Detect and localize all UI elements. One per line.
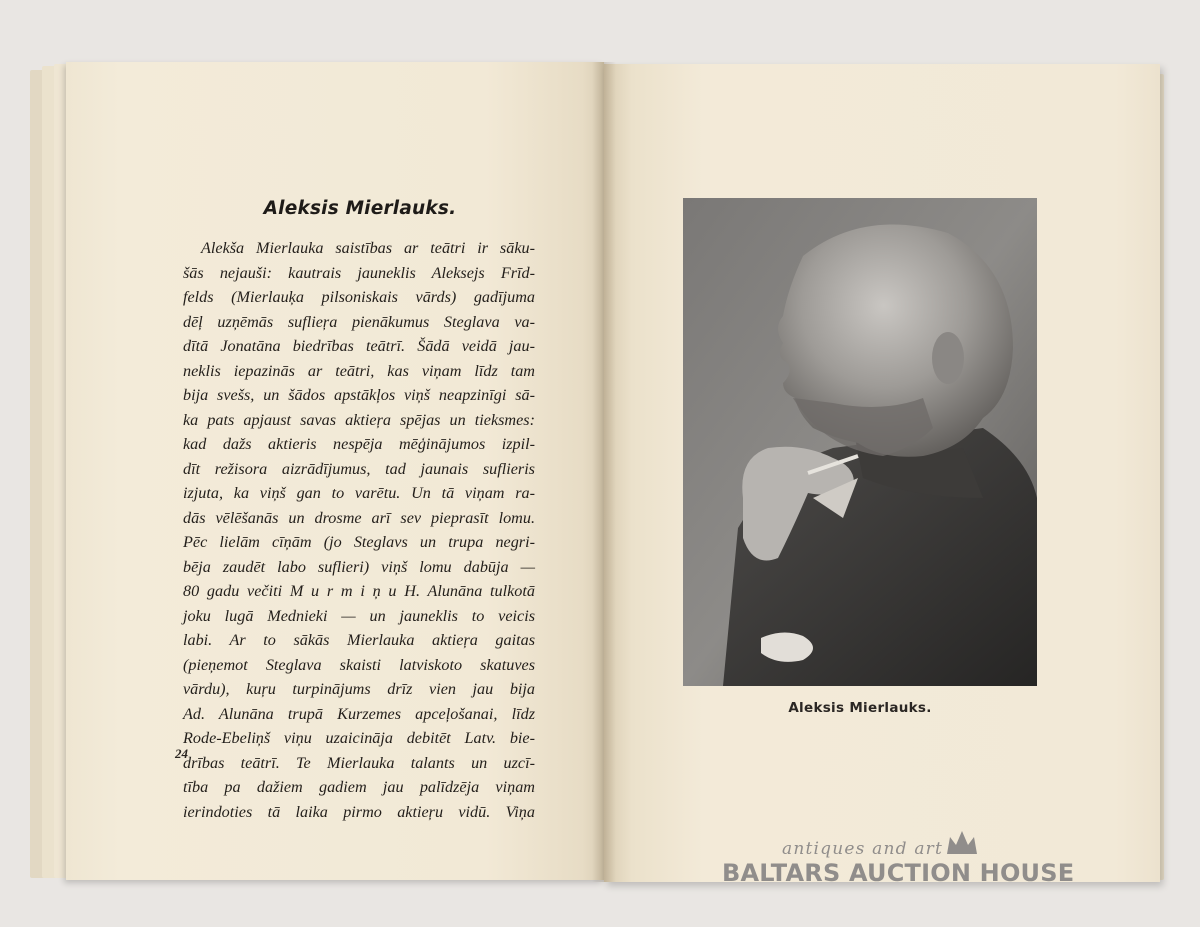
- text-line: izjuta, ka viņš gan to varētu. Un tā viņam ra-: [183, 484, 535, 502]
- text-line: bēja zaudēt labo suflieri) viņš lomu dabūja —: [183, 557, 535, 576]
- text-line: 80 gadu večiti M u r m i ņ u H. Alunāna tulkotā: [183, 582, 535, 600]
- book-gutter: [592, 62, 616, 882]
- text-line: Pēc lielām cīņām (jo Steglavs un trupa negri-: [183, 533, 535, 551]
- text-line: ierindoties tā laika pirmo aktieŗu vidū. Viņa: [183, 802, 535, 821]
- watermark-tagline: antiques and art: [782, 839, 944, 859]
- portrait-image: [683, 198, 1037, 686]
- text-line: kad dažs aktieris nespēja mēģinājumos izpil-: [183, 435, 535, 453]
- text-line: vārdu), kuŗu turpinājums drīz vien jau bija: [183, 680, 535, 698]
- text-line: joku lugā Mednieki — un jauneklis to veicis: [183, 606, 535, 625]
- text-line: labi. Ar to sākās Mierlauka aktieŗa gaitas: [183, 631, 535, 649]
- text-line: neklis iepazinās ar teātri, kas viņam līdz tam: [183, 361, 535, 380]
- text-line: Rode-Ebeliņš viņu uzaicināja debitēt Latv. bie-: [183, 729, 535, 747]
- portrait-photo: [683, 198, 1037, 686]
- text-line: dās vēlēšanās un drosme arī sev pieprasīt lomu.: [183, 508, 535, 527]
- text-line: (pieņemot Steglava skaisti latviskoto skatuves: [183, 655, 535, 674]
- crown-icon: [944, 827, 980, 857]
- watermark: [722, 833, 1122, 893]
- photo-caption: Aleksis Mierlauks.: [788, 700, 932, 716]
- text-line: Ad. Alunāna trupā Kurzemes apceļošanai, līdz: [183, 704, 535, 723]
- text-line: drības teātrī. Te Mierlauka talants un uzcī-: [183, 753, 535, 772]
- text-line: ka pats apjaust savas aktieŗa spējas un tieksmes:: [183, 410, 535, 429]
- text-line: dītā Jonatāna biedrības teātrī. Šādā veidā jau-: [183, 337, 535, 355]
- body-text: [183, 236, 535, 824]
- chapter-title: Aleksis Mierlauks.: [263, 198, 457, 219]
- text-line: bija svešs, un šādos apstākļos viņš neapzinīgi sā-: [183, 386, 535, 404]
- text-line: Alekša Mierlauka saistības ar teātri ir sāku-: [201, 239, 535, 257]
- text-line: šās nejauši: kautrais jauneklis Aleksejs Frīd-: [183, 263, 535, 282]
- text-line: dīt režisora aizrādījumus, tad jaunais suflieris: [183, 459, 535, 478]
- watermark-name: BALTARS AUCTION HOUSE: [722, 859, 1075, 887]
- page-number: 24: [175, 746, 188, 761]
- text-line: tība pa dažiem gadiem jau palīdzēja viņam: [183, 778, 535, 796]
- text-line: felds (Mierlauķa pilsoniskais vārds) gadījuma: [183, 288, 535, 306]
- text-line: dēļ uzņēmās suflieŗa pienākumus Steglava va-: [183, 312, 535, 331]
